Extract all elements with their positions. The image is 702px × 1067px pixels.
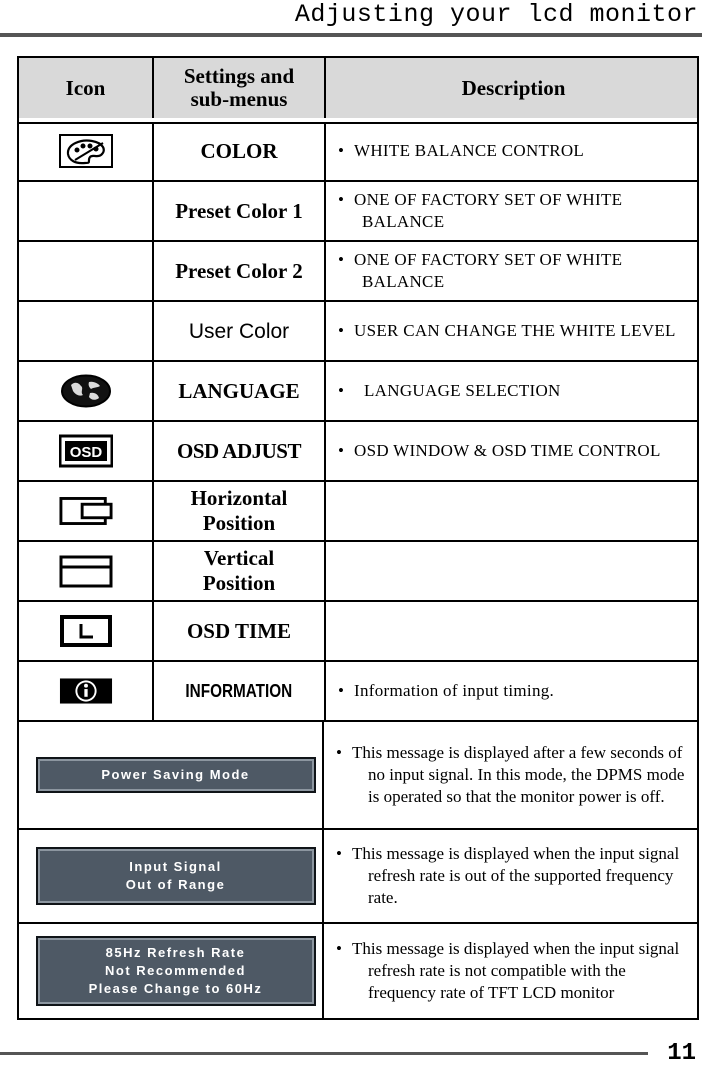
description-text: • OSD WINDOW & OSD TIME CONTROL bbox=[338, 441, 661, 460]
description-text: • ONE OF FACTORY SET OF WHITE BALANCE bbox=[338, 190, 623, 231]
table-header-row bbox=[19, 58, 697, 118]
table-row-language bbox=[19, 362, 697, 422]
description-cell bbox=[324, 302, 697, 360]
description-cell bbox=[324, 242, 697, 300]
header-rule bbox=[0, 33, 702, 37]
setting-cell bbox=[152, 362, 324, 420]
icon-cell bbox=[19, 122, 152, 180]
description-text: • WHITE BALANCE CONTROL bbox=[338, 141, 585, 160]
info-icon bbox=[59, 675, 113, 707]
icon-cell bbox=[19, 422, 152, 480]
setting-label: Preset Color 1 bbox=[175, 198, 303, 223]
table-row-preset-color-2 bbox=[19, 242, 697, 302]
icon-cell bbox=[19, 542, 152, 600]
table-row-vertical-position bbox=[19, 542, 697, 602]
description-cell bbox=[324, 602, 697, 660]
description-cell bbox=[324, 482, 697, 540]
table-row-message-power-saving bbox=[19, 722, 697, 830]
setting-cell bbox=[152, 122, 324, 180]
setting-cell bbox=[152, 482, 324, 540]
footer-rule bbox=[0, 1052, 648, 1055]
icon-cell bbox=[19, 362, 152, 420]
page-header-title: Adjusting your lcd monitor bbox=[294, 0, 698, 29]
table-row-message-out-of-range bbox=[19, 830, 697, 924]
description-cell bbox=[324, 722, 697, 828]
icon-cell bbox=[19, 242, 152, 300]
table-row-preset-color-1 bbox=[19, 182, 697, 242]
setting-cell bbox=[152, 182, 324, 240]
description-text: • USER CAN CHANGE THE WHITE LEVEL bbox=[338, 321, 676, 340]
message-line: 85Hz Refresh Rate bbox=[105, 945, 246, 960]
icon-cell bbox=[19, 182, 152, 240]
out-of-range-message-box bbox=[36, 847, 316, 905]
table-row-user-color bbox=[19, 302, 697, 362]
setting-cell bbox=[152, 662, 324, 720]
col-header-icon: Icon bbox=[65, 75, 106, 100]
setting-label: Horizontal Position bbox=[190, 486, 288, 535]
description-cell bbox=[324, 182, 697, 240]
message-line: Out of Range bbox=[125, 877, 226, 892]
power-saving-message-box bbox=[36, 757, 316, 793]
setting-label: OSD TIME bbox=[186, 618, 292, 643]
message-line: Power Saving Mode bbox=[101, 767, 250, 782]
setting-label: INFORMATION bbox=[185, 680, 293, 701]
svg-text:OSD: OSD bbox=[69, 444, 102, 461]
description-text: • LANGUAGE SELECTION bbox=[338, 381, 561, 400]
icon-cell bbox=[19, 602, 152, 660]
setting-label: LANGUAGE bbox=[178, 378, 300, 403]
osd-icon bbox=[59, 435, 113, 467]
description-cell bbox=[324, 830, 697, 922]
table-row-osd-time bbox=[19, 602, 697, 662]
message-box-cell bbox=[19, 924, 324, 1018]
setting-label: User Color bbox=[188, 319, 290, 343]
setting-cell bbox=[152, 242, 324, 300]
description-cell bbox=[324, 422, 697, 480]
col-header-settings bbox=[152, 58, 324, 118]
setting-label: Preset Color 2 bbox=[175, 258, 303, 283]
description-cell bbox=[324, 542, 697, 600]
setting-cell bbox=[152, 542, 324, 600]
description-text: • This message is displayed after a few seconds of no input signal. In this mode, the DPMS mode is operated so that the monitor power is off. bbox=[336, 743, 685, 806]
osd-time-icon bbox=[59, 615, 113, 647]
page-number: 11 bbox=[667, 1040, 696, 1067]
description-text: • ONE OF FACTORY SET OF WHITE BALANCE bbox=[338, 250, 623, 291]
setting-label: Vertical Position bbox=[202, 546, 276, 595]
setting-cell bbox=[152, 602, 324, 660]
globe-icon bbox=[59, 375, 113, 407]
description-text: • This message is displayed when the input signal refresh rate is not compatible with the frequency rate of TFT LCD monitor bbox=[336, 939, 680, 1002]
description-text: • This message is displayed when the input signal refresh rate is out of the supported frequency rate. bbox=[336, 844, 680, 907]
table-row-information bbox=[19, 662, 697, 722]
table-row-color bbox=[19, 122, 697, 182]
horizontal-position-icon bbox=[59, 495, 113, 527]
description-cell bbox=[324, 662, 697, 720]
palette-icon bbox=[59, 135, 113, 167]
description-cell bbox=[324, 362, 697, 420]
col-header-description: Description bbox=[324, 58, 697, 118]
table-row-message-refresh-rate bbox=[19, 924, 697, 1018]
description-cell bbox=[324, 122, 697, 180]
setting-label: OSD ADJUST bbox=[177, 438, 301, 463]
icon-cell bbox=[19, 662, 152, 720]
col-header-settings-text: Settings and sub-menus bbox=[183, 64, 295, 111]
message-line: Not Recommended bbox=[105, 963, 246, 978]
description-cell bbox=[324, 924, 697, 1018]
description-text: • Information of input timing. bbox=[338, 681, 555, 700]
settings-table bbox=[17, 56, 699, 1020]
message-box-cell bbox=[19, 830, 324, 922]
message-line: Please Change to 60Hz bbox=[88, 981, 263, 996]
setting-cell bbox=[152, 302, 324, 360]
refresh-rate-message-box bbox=[36, 936, 316, 1006]
table-row-horizontal-position bbox=[19, 482, 697, 542]
message-line: Input Signal bbox=[129, 859, 222, 874]
setting-cell bbox=[152, 422, 324, 480]
icon-cell bbox=[19, 482, 152, 540]
vertical-position-icon bbox=[59, 555, 113, 587]
table-row-osd-adjust bbox=[19, 422, 697, 482]
setting-label: COLOR bbox=[200, 138, 278, 163]
icon-cell bbox=[19, 302, 152, 360]
message-box-cell bbox=[19, 722, 324, 828]
